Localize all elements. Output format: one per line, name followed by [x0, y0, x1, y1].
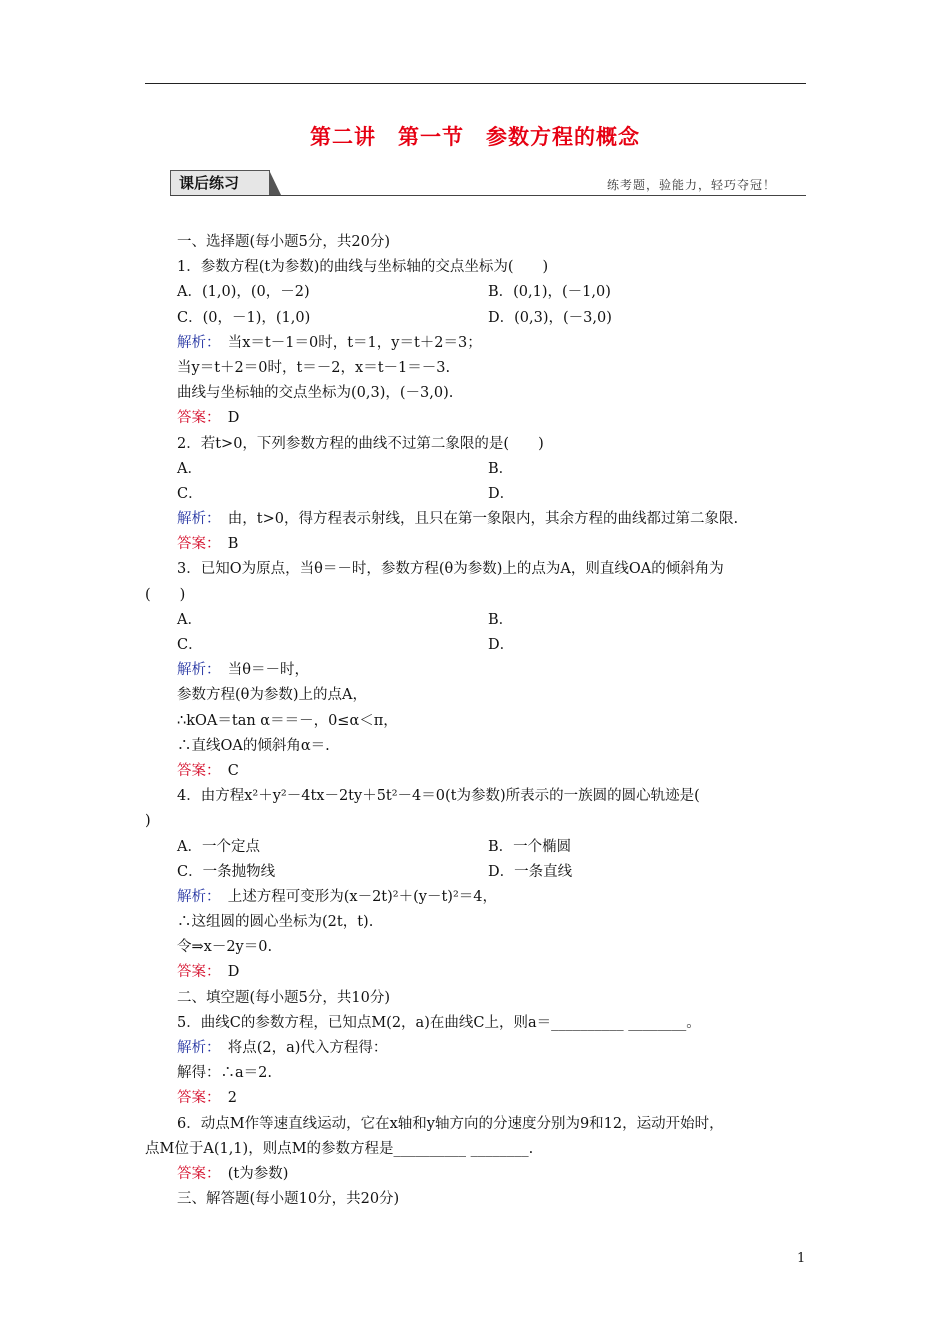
- q2-option-a: A．: [177, 460, 202, 477]
- q1-options-row-1: [145, 280, 807, 305]
- q1-option-c: C．(0，－1)，(1,0): [177, 309, 311, 326]
- answer-label: 答案：: [177, 1165, 214, 1182]
- q1-option-a: A．(1,0)，(0，－2): [177, 284, 310, 301]
- q1-solution-line-3: 曲线与坐标轴的交点坐标为(0,3)，(－3,0).: [177, 385, 454, 402]
- q2-solution-line: [145, 507, 807, 532]
- q1-option-d: D．(0,3)，(－3,0): [488, 309, 612, 326]
- question-4-stem: 4．由方程x²＋y²－4tx－2ty＋5t²－4＝0(t为参数)所表示的一族圆的圆心轨迹是(: [177, 788, 700, 805]
- section-heading: 一、选择题(每小题5分，共20分): [177, 234, 390, 250]
- q4-option-b: B．一个椭圆: [488, 838, 572, 855]
- q2-answer-line: [145, 532, 807, 557]
- q3-solution-line-4: ∴直线OA的倾斜角α＝.: [177, 737, 330, 754]
- q5-answer-line: [145, 1086, 807, 1111]
- q2-answer: B: [213, 536, 239, 553]
- q3-options-row-2: [145, 633, 807, 658]
- banner-slogan: 练考题，验能力，轻巧夺冠！: [606, 178, 776, 192]
- q3-solution-line-3: ∴kOA＝tan α＝＝－，0≤α＜π，: [177, 712, 398, 729]
- question-4-stem-cont: ): [145, 813, 151, 830]
- q2-solution-text: 由，t>0，得方程表示射线，且只在第一象限内，其余方程的曲线都过第二象限.: [213, 511, 739, 528]
- solution-label: 解析：: [177, 662, 214, 679]
- q4-option-d: D．一条直线: [488, 863, 573, 880]
- section-heading: 二、填空题(每小题5分，共10分): [177, 989, 390, 1006]
- solution-label: 解析：: [177, 334, 214, 351]
- exercise-content: [145, 230, 807, 1212]
- q1-options-row-2: [145, 306, 807, 331]
- banner-tab: 课后练习: [170, 170, 270, 195]
- q3-solution-text: 当θ＝－时，: [213, 662, 309, 679]
- q6-answer-line: [145, 1162, 807, 1187]
- q3-option-d: D．: [488, 637, 515, 653]
- solution-label: 解析：: [177, 511, 214, 528]
- q2-option-c: C．: [177, 485, 203, 502]
- q4-answer-line: [145, 960, 807, 985]
- answer-label: 答案：: [177, 536, 214, 553]
- q4-options-row-2: [145, 860, 807, 885]
- solution-label: 解析：: [177, 888, 214, 905]
- q1-answer-line: [145, 406, 807, 431]
- answer-label: 答案：: [177, 410, 214, 427]
- q3-option-c: C．: [177, 637, 203, 653]
- q4-solution-text: 上述方程可变形为(x－2t)²＋(y－t)²＝4，: [213, 888, 497, 905]
- q3-solution-line-2: 参数方程(θ为参数)上的点A，: [177, 687, 368, 704]
- banner-rule: [170, 195, 806, 196]
- answer-label: 答案：: [177, 762, 214, 779]
- question-1-stem: 1．参数方程(t为参数)的曲线与坐标轴的交点坐标为( ): [177, 259, 549, 276]
- q2-option-b: B．: [488, 460, 514, 477]
- q1-solution-line-2: 当y＝t＋2＝0时，t＝－2，x＝t－1＝－3.: [177, 359, 451, 376]
- page-number: 1: [797, 1251, 806, 1266]
- question-5-stem: 5．曲线C的参数方程，已知点M(2，a)在曲线C上，则a＝__________ ________。: [177, 1014, 701, 1031]
- section-banner: [170, 170, 806, 196]
- question-6-stem: 6．动点M作等速直线运动，它在x轴和y轴方向的分速度分别为9和12，运动开始时，: [177, 1115, 724, 1132]
- q1-option-b: B．(0,1)，(－1,0): [488, 284, 611, 301]
- solution-label: 解析：: [177, 1040, 214, 1056]
- section-heading: 三、解答题(每小题10分，共20分): [177, 1191, 400, 1208]
- q5-solution-line-2: 解得：∴a＝2.: [177, 1065, 272, 1082]
- answer-label: 答案：: [177, 964, 214, 981]
- q4-solution-line: [145, 885, 807, 910]
- q2-options-row-1: [145, 457, 807, 482]
- q2-options-row-2: [145, 482, 807, 507]
- q1-answer: D: [213, 410, 240, 427]
- q6-answer: (t为参数): [213, 1165, 289, 1182]
- q4-solution-line-2: ∴这组圆的圆心坐标为(2t，t).: [177, 914, 374, 931]
- answer-label: 答案：: [177, 1090, 214, 1107]
- q5-solution-line: [145, 1036, 807, 1061]
- q3-answer-line: [145, 759, 807, 784]
- q4-solution-line-3: 令⇒x－2y＝0.: [177, 939, 273, 956]
- q1-solution-text: 当x＝t－1＝0时，t＝1，y＝t＋2＝3；: [213, 334, 482, 351]
- q4-option-c: C．一条抛物线: [177, 863, 276, 880]
- q3-answer: C: [213, 762, 239, 779]
- q3-option-b: B．: [488, 611, 514, 628]
- q5-solution-text: 将点(2，a)代入方程得：: [213, 1040, 388, 1056]
- page-title: 第二讲 第一节 参数方程的概念: [310, 124, 640, 149]
- q4-answer: D: [213, 964, 240, 981]
- q3-option-a: A．: [177, 611, 202, 628]
- question-3-stem: 3．已知O为原点，当θ＝－时，参数方程(θ为参数)上的点为A，则直线OA的倾斜角为: [177, 561, 724, 578]
- question-6-stem-cont: 点M位于A(1,1)，则点M的参数方程是__________ ________.: [145, 1140, 534, 1157]
- q2-option-d: D．: [488, 485, 515, 502]
- q5-answer: 2: [213, 1090, 237, 1107]
- question-3-stem-cont: ( ): [145, 586, 186, 603]
- q1-solution-line: [145, 331, 807, 356]
- q4-option-a: A．一个定点: [177, 838, 260, 855]
- q3-options-row-1: [145, 608, 807, 633]
- q3-solution-line: [145, 658, 807, 683]
- header-rule: [145, 83, 806, 84]
- q4-options-row-1: [145, 835, 807, 860]
- question-2-stem: 2．若t>0，下列参数方程的曲线不过第二象限的是( ): [177, 435, 544, 452]
